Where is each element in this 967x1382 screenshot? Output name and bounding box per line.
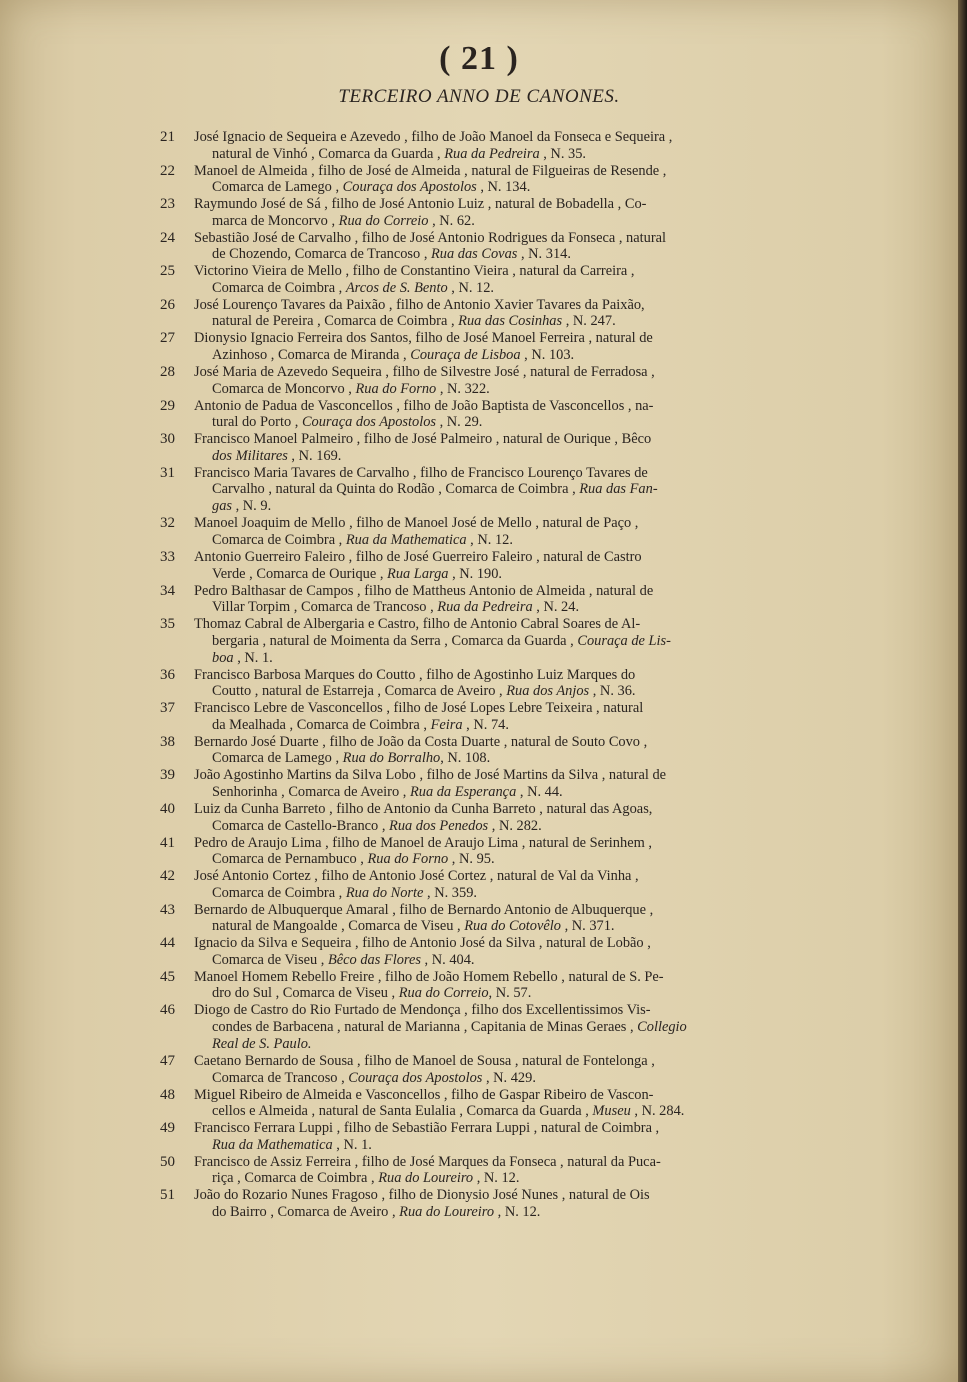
entry-origin: Comarca de Lamego , (212, 750, 343, 767)
entry-line-1: Manoel Joaquim de Mello , filho de Manoel José de Mello , natural de Paço , (194, 515, 639, 532)
entry-number: 38 (160, 733, 175, 750)
list-item (160, 1087, 810, 1120)
entry-line-2 (194, 566, 810, 583)
entry-house-number: , N. 12. (494, 1203, 541, 1220)
entry-street: Rua do Norte (345, 884, 424, 901)
entry-line-2 (194, 985, 810, 1002)
entry-line-1: Antonio Guerreiro Faleiro , filho de José Guerreiro Faleiro , natural de Castro (194, 548, 642, 565)
list-item (160, 498, 810, 515)
entry-street: Rua do Forno (367, 851, 449, 868)
entry-line-2 (194, 784, 810, 801)
entry-line-2 (194, 1036, 810, 1053)
entry-origin: Comarca de Lamego , (212, 179, 343, 196)
entry-street: Rua das Covas (431, 246, 518, 263)
entry-house-number: , N. 190. (448, 565, 503, 582)
list-item (160, 515, 810, 548)
entry-number: 30 (160, 431, 175, 448)
entry-line-2 (194, 313, 810, 330)
list-item (160, 196, 810, 229)
entry-number: 43 (160, 901, 175, 918)
entry-line-1: Francisco de Assiz Ferreira , filho de José Marques da Fonseca , natural da Puca- (194, 1153, 661, 1170)
entry-street: Rua da Mathematica (212, 1136, 333, 1153)
entry-line-1: Francisco Maria Tavares de Carvalho , filho de Francisco Lourenço Tavares de (194, 464, 648, 481)
entry-origin: bergaria , natural de Moimenta da Serra , Comarca da Guarda , (212, 632, 578, 649)
entry-street: Rua da Pedreira (444, 145, 540, 162)
entry-street: Couraça dos Apostolos (301, 414, 436, 431)
entry-house-number: , N. 44. (516, 783, 563, 800)
entry-number: 45 (160, 968, 175, 985)
entry-number: 37 (160, 700, 175, 717)
list-item (160, 1053, 810, 1086)
entry-number: 21 (160, 129, 175, 145)
entry-origin: tural do Porto , (212, 414, 302, 431)
list-item (160, 616, 810, 649)
entry-line-1: Antonio de Padua de Vasconcellos , filho de João Baptista de Vasconcellos , na- (194, 397, 654, 414)
entry-line-1: João Agostinho Martins da Silva Lobo , filho de José Martins da Silva , natural de (194, 767, 667, 784)
entry-street: Feira (430, 716, 463, 733)
entry-line-2 (194, 146, 810, 163)
entry-origin: condes de Barbacena , natural de Marianna , Capitania de Minas Geraes , (212, 1019, 638, 1036)
entry-street: Collegio (637, 1019, 687, 1036)
entry-line-1: João do Rozario Nunes Fragoso , filho de Dionysio José Nunes , natural de Ois (194, 1187, 650, 1204)
entry-origin: natural de Vinhó , Comarca da Guarda , (212, 145, 445, 162)
entry-origin: Coutto , natural de Estarreja , Comarca de Aveiro , (212, 683, 507, 700)
entry-street: Rua da Pedreira (437, 599, 533, 616)
entry-origin: Carvalho , natural da Quinta do Rodão , Comarca de Coimbra , (212, 481, 580, 498)
entry-street: Couraça de Lis- (577, 632, 671, 649)
entry-number: 34 (160, 582, 175, 599)
entry-number: 24 (160, 229, 175, 246)
entry-street: Bêco das Flores (327, 951, 421, 968)
entry-number: 29 (160, 397, 175, 414)
entry-line-2 (194, 683, 810, 700)
list-item (160, 935, 810, 968)
entry-line-2 (194, 213, 810, 230)
entry-line-2 (194, 532, 810, 549)
entry-house-number: , N. 108. (440, 750, 491, 767)
entry-line-2 (194, 952, 810, 969)
entry-line-2 (194, 280, 810, 297)
entry-origin: do Bairro , Comarca de Aveiro , (212, 1203, 400, 1220)
entry-street: Rua do Correio (398, 985, 489, 1002)
entry-street: Couraça dos Apostolos (348, 1069, 483, 1086)
entry-number: 49 (160, 1120, 175, 1137)
list-item (160, 549, 810, 582)
entry-origin: dro do Sul , Comarca de Viseu , (212, 985, 399, 1002)
entry-line-2 (194, 1103, 810, 1120)
page-edge-shadow (958, 0, 967, 1382)
entry-line-1: Dionysio Ignacio Ferreira dos Santos, filho de José Manoel Ferreira , natural de (194, 330, 653, 347)
entry-house-number: , N. 1. (332, 1136, 372, 1153)
entry-house-number: , N. 12. (473, 1170, 520, 1187)
list-item (160, 583, 810, 616)
list-item (160, 650, 810, 667)
list-item (160, 969, 810, 1002)
entry-house-number: , N. 359. (423, 884, 477, 901)
entry-origin: Comarca de Moncorvo , (212, 380, 356, 397)
entry-street: Rua do Loureiro (399, 1203, 495, 1220)
entry-street: Rua do Borralho (342, 750, 441, 767)
entry-house-number: , N. 12. (466, 531, 513, 548)
entry-line-2 (194, 481, 810, 498)
list-item (160, 263, 810, 296)
entry-house-number: , N. 57. (488, 985, 532, 1002)
entry-house-number: , N. 169. (287, 447, 342, 464)
entry-line-1: Caetano Bernardo de Sousa , filho de Manoel de Sousa , natural de Fontelonga , (194, 1052, 655, 1069)
entry-number: 44 (160, 935, 175, 952)
entry-line-2 (194, 347, 810, 364)
entry-street: Rua das Cosinhas (458, 313, 563, 330)
entry-line-1: Victorino Vieira de Mello , filho de Constantino Vieira , natural da Carreira , (194, 263, 635, 280)
entry-line-2 (194, 179, 810, 196)
entry-origin: natural de Pereira , Comarca de Coimbra , (212, 313, 459, 330)
entry-street: gas (212, 498, 232, 515)
entry-house-number: , N. 24. (532, 599, 580, 616)
entry-line-1: Ignacio da Silva e Sequeira , filho de Antonio José da Silva , natural de Lobão , (194, 935, 651, 952)
entry-house-number: , N. 62. (428, 212, 475, 229)
entry-number: 27 (160, 330, 175, 347)
page-number: ( 21 ) (439, 40, 519, 77)
list-item (160, 163, 810, 196)
entry-line-2 (194, 1204, 810, 1221)
entry-line-1: Manoel de Almeida , filho de José de Almeida , natural de Filgueiras de Resende , (194, 162, 667, 179)
entry-line-1: José Maria de Azevedo Sequeira , filho de Silvestre José , natural de Ferradosa , (194, 364, 655, 381)
list-item (160, 230, 810, 263)
entry-line-2 (194, 885, 810, 902)
entry-street: Rua das Fan- (579, 481, 658, 498)
entry-line-1: Bernardo de Albuquerque Amaral , filho de Bernardo Antonio de Albuquerque , (194, 901, 654, 918)
entry-origin: Azinhoso , Comarca de Miranda , (212, 347, 411, 364)
list-item (160, 1002, 810, 1035)
entry-line-2 (194, 246, 810, 263)
entry-house-number: , N. 12. (447, 279, 495, 296)
entry-number: 33 (160, 548, 175, 565)
entry-number: 35 (160, 616, 175, 633)
entry-origin: Senhorinha , Comarca de Aveiro , (212, 783, 410, 800)
entry-number: 28 (160, 364, 175, 381)
entry-line-2 (194, 1170, 810, 1187)
list-item (160, 465, 810, 498)
entry-number: 25 (160, 263, 175, 280)
list-item (160, 364, 810, 397)
entry-number: 26 (160, 296, 175, 313)
entry-house-number: , N. 36. (589, 683, 636, 700)
entry-street: Rua dos Anjos (506, 683, 590, 700)
entry-origin: da Mealhada , Comarca de Coimbra , (212, 716, 431, 733)
entry-number: 22 (160, 162, 175, 179)
entry-line-2 (194, 1137, 810, 1154)
entry-street: boa (212, 649, 234, 666)
entry-line-1: Francisco Lebre de Vasconcellos , filho de José Lopes Lebre Teixeira , natural (194, 700, 644, 717)
entry-house-number: , N. 371. (560, 918, 615, 935)
entry-street: Rua da Mathematica (345, 531, 467, 548)
list-item (160, 330, 810, 363)
entry-origin: de Chozendo, Comarca de Trancoso , (212, 246, 432, 263)
list-item (160, 1187, 810, 1220)
entry-line-1: Manoel Homem Rebello Freire , filho de João Homem Rebello , natural de S. Pe- (194, 968, 664, 985)
list-item (160, 902, 810, 935)
entry-house-number: , N. 284. (630, 1103, 685, 1120)
student-list (160, 129, 810, 1221)
entry-number: 23 (160, 196, 175, 213)
entry-origin: Comarca de Coimbra , (212, 279, 346, 296)
entry-street: Rua do Forno (355, 380, 437, 397)
entry-number: 42 (160, 868, 175, 885)
entry-line-2 (194, 750, 810, 767)
entry-number: 36 (160, 666, 175, 683)
entry-house-number: , N. 247. (562, 313, 616, 330)
entry-line-2 (194, 448, 810, 465)
entry-street: Couraça de Lisboa (410, 347, 521, 364)
entry-house-number: , N. 9. (232, 498, 272, 515)
entry-number: 46 (160, 1002, 175, 1019)
entry-line-2 (194, 918, 810, 935)
entry-origin: cellos e Almeida , natural de Santa Eulalia , Comarca da Guarda , (212, 1103, 593, 1120)
entry-origin: natural de Mangoalde , Comarca de Viseu , (212, 918, 465, 935)
entry-origin: riça , Comarca de Coimbra , (212, 1170, 379, 1187)
entry-number: 32 (160, 515, 175, 532)
list-item (160, 868, 810, 901)
entry-number: 50 (160, 1153, 175, 1170)
list-item (160, 1036, 810, 1053)
entry-line-1: Pedro de Araujo Lima , filho de Manoel de Araujo Lima , natural de Serinhem , (194, 834, 652, 851)
entry-line-1: Pedro Balthasar de Campos , filho de Mattheus Antonio de Almeida , natural de (194, 582, 654, 599)
entry-house-number: , N. 429. (482, 1069, 536, 1086)
entry-street: Rua do Correio (338, 212, 429, 229)
entry-line-1: Francisco Manoel Palmeiro , filho de José Palmeiro , natural de Ourique , Bêco (194, 431, 652, 448)
list-item (160, 767, 810, 800)
entry-line-2 (194, 818, 810, 835)
list-item (160, 297, 810, 330)
list-item (160, 734, 810, 767)
entry-line-1: Thomaz Cabral de Albergaria e Castro, filho de Antonio Cabral Soares de Al- (194, 616, 641, 633)
entry-origin: Villar Torpim , Comarca de Trancoso , (212, 599, 438, 616)
entry-line-2 (194, 851, 810, 868)
entry-line-2 (194, 381, 810, 398)
entry-street: Museu (592, 1103, 631, 1120)
entry-street: Rua da Esperança (409, 783, 517, 800)
entry-street: Rua do Cotovêlo (464, 918, 561, 935)
entry-origin: Comarca de Castello-Branco , (212, 817, 390, 834)
entry-origin: marca de Moncorvo , (212, 212, 339, 229)
entry-house-number: , N. 322. (436, 380, 490, 397)
entry-street: Rua do Loureiro (378, 1170, 474, 1187)
entry-origin: Comarca de Coimbra , (212, 884, 346, 901)
entry-origin: Comarca de Coimbra , (212, 531, 346, 548)
entry-number: 31 (160, 464, 175, 481)
entry-number: 47 (160, 1052, 175, 1069)
entry-line-1: José Antonio Cortez , filho de Antonio José Cortez , natural de Val da Vinha , (194, 868, 639, 885)
list-item (160, 398, 810, 431)
list-item (160, 1154, 810, 1187)
entry-number: 51 (160, 1187, 175, 1204)
entry-house-number: , N. 1. (233, 649, 273, 666)
entry-line-1: Luiz da Cunha Barreto , filho de Antonio da Cunha Barreto , natural das Agoas, (194, 800, 653, 817)
entry-house-number: , N. 134. (476, 179, 531, 196)
entry-line-1: Sebastião José de Carvalho , filho de José Antonio Rodrigues da Fonseca , natural (194, 229, 667, 246)
entry-line-1: Bernardo José Duarte , filho de João da Costa Duarte , natural de Souto Covo , (194, 733, 648, 750)
entry-line-1: José Ignacio de Sequeira e Azevedo , filho de João Manoel da Fonseca e Sequeira , (194, 129, 673, 145)
list-item (160, 1120, 810, 1153)
entry-number: 41 (160, 834, 175, 851)
entry-line-2 (194, 599, 810, 616)
list-item (160, 667, 810, 700)
entry-street: Rua Larga (387, 565, 449, 582)
list-item (160, 129, 810, 162)
entry-number: 39 (160, 767, 175, 784)
entry-origin: Comarca de Pernambuco , (212, 851, 368, 868)
entry-house-number: , N. 404. (420, 951, 475, 968)
entry-number: 48 (160, 1086, 175, 1103)
entry-line-1: Diogo de Castro do Rio Furtado de Mendonça , filho dos Excellentissimos Vis- (194, 1002, 651, 1019)
entry-line-2 (194, 1070, 810, 1087)
entry-line-1: Francisco Ferrara Luppi , filho de Sebastião Ferrara Luppi , natural de Coimbra , (194, 1120, 660, 1137)
list-item (160, 835, 810, 868)
entry-line-2 (194, 717, 810, 734)
entry-line-2 (194, 498, 810, 515)
entry-street: Rua dos Penedos (389, 817, 489, 834)
list-item (160, 700, 810, 733)
entry-house-number: , N. 29. (436, 414, 483, 431)
entry-street: Arcos de S. Bento (345, 279, 448, 296)
entry-number: 40 (160, 800, 175, 817)
entry-street: dos Militares (212, 447, 288, 464)
entry-origin: Comarca de Trancoso , (212, 1069, 349, 1086)
entry-line-1: Miguel Ribeiro de Almeida e Vasconcellos , filho de Gaspar Ribeiro de Vascon- (194, 1086, 654, 1103)
entry-line-2 (194, 1019, 810, 1036)
entry-house-number: , N. 74. (462, 716, 509, 733)
entry-line-2 (194, 650, 810, 667)
entry-line-1: José Lourenço Tavares da Paixão , filho de Antonio Xavier Tavares da Paixão, (194, 296, 645, 313)
entry-house-number: , N. 282. (488, 817, 542, 834)
entry-origin: Verde , Comarca de Ourique , (212, 565, 388, 582)
entry-house-number: , N. 35. (539, 145, 587, 162)
entry-house-number: , N. 95. (448, 851, 495, 868)
entry-origin: Comarca de Viseu , (212, 951, 328, 968)
entry-line-2 (194, 633, 810, 650)
entry-house-number: , N. 103. (520, 347, 575, 364)
entry-line-1: Raymundo José de Sá , filho de José Antonio Luiz , natural de Bobadella , Co- (194, 196, 647, 213)
entry-street: Real de S. Paulo. (212, 1036, 312, 1052)
entry-house-number: , N. 314. (517, 246, 571, 263)
entry-line-2 (194, 414, 810, 431)
entry-line-1: Francisco Barbosa Marques do Coutto , filho de Agostinho Luiz Marques do (194, 666, 636, 683)
section-heading: TERCEIRO ANNO DE CANONES. (338, 86, 620, 107)
list-item (160, 431, 810, 464)
list-item (160, 801, 810, 834)
entry-street: Couraça dos Apostolos (342, 179, 477, 196)
